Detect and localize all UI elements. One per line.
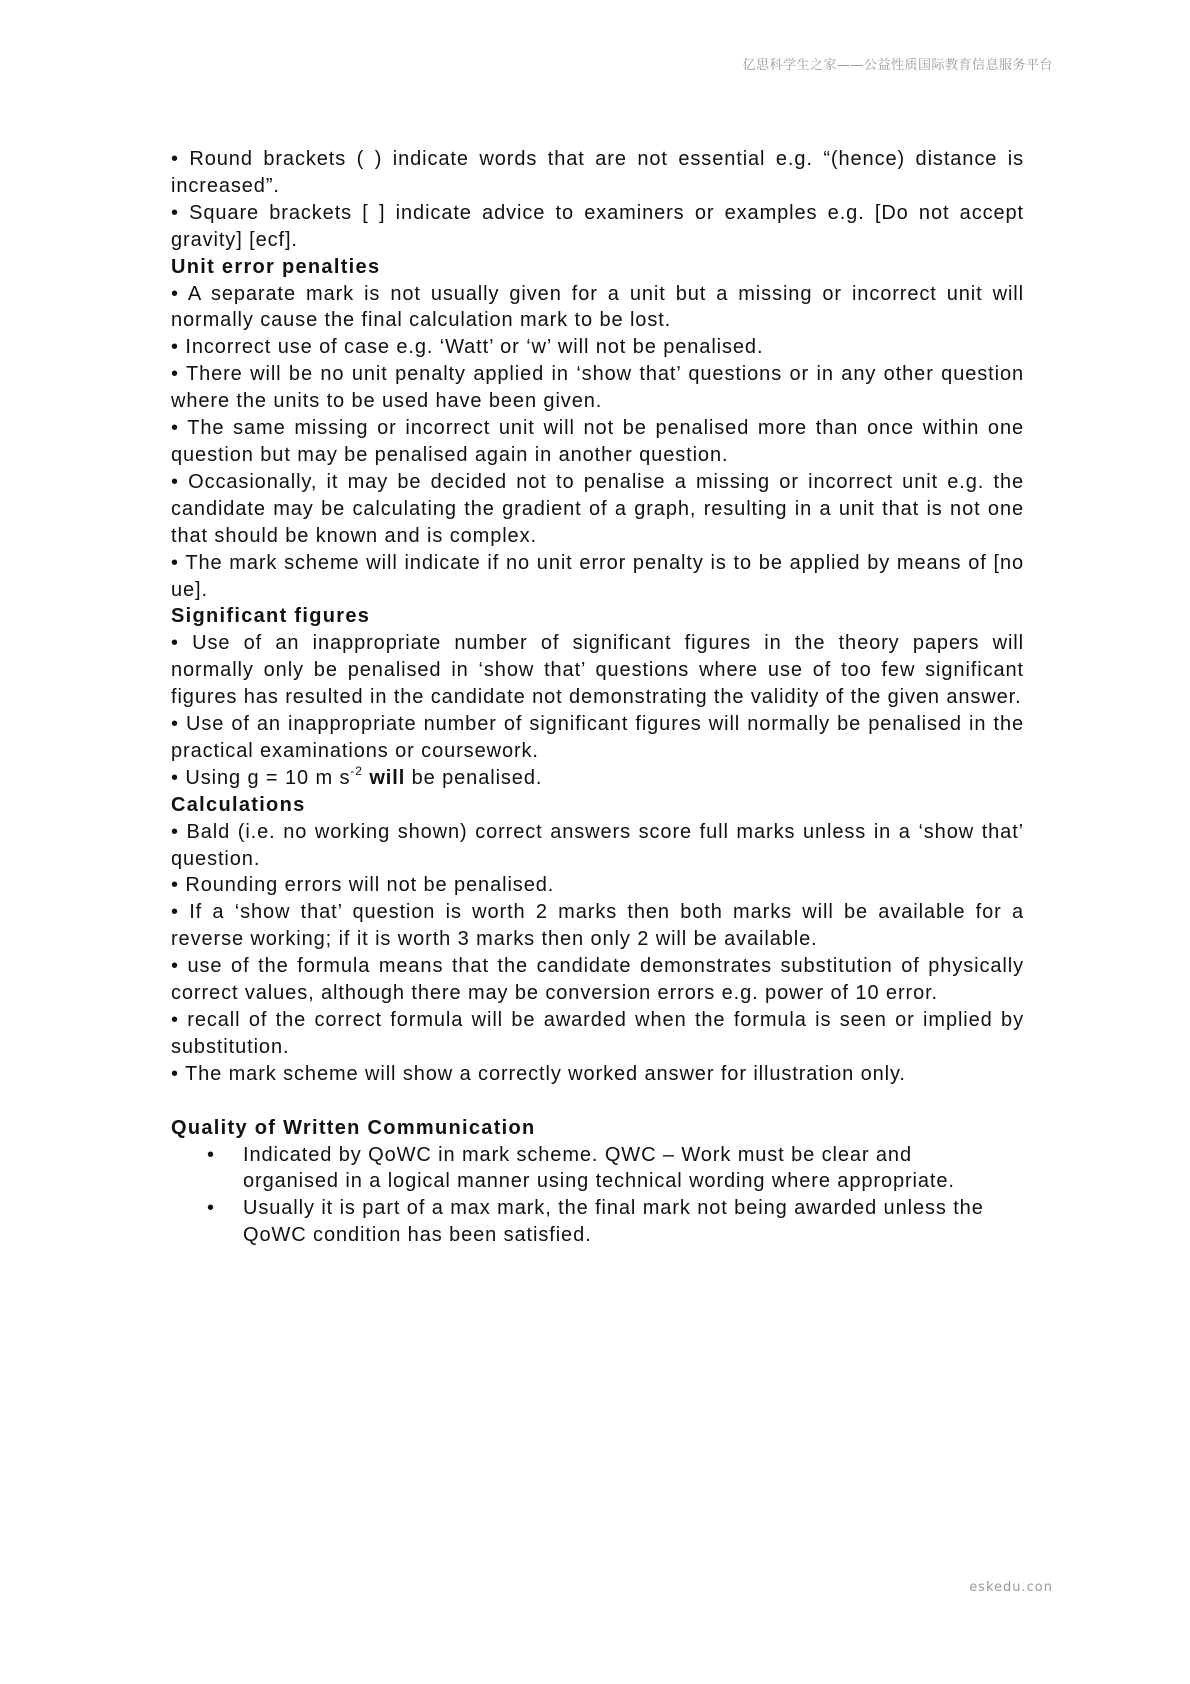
calculations-item: • recall of the correct formula will be awarded when the formula is seen or implied by substitution. [171, 1009, 1024, 1058]
g-value-suffix: be penalised. [405, 766, 543, 789]
calculations-item: • Rounding errors will not be penalised. [171, 874, 555, 897]
qowc-heading: Quality of Written Communication [171, 1116, 536, 1139]
qowc-item-text: Indicated by QoWC in mark scheme. QWC – Work must be clear and organised in a logical manner using technical wording where appropriate. [243, 1143, 955, 1193]
sig-figs-heading: Significant figures [171, 605, 371, 628]
unit-error-item: • A separate mark is not usually given for a unit but a missing or incorrect unit will normally cause the final calculation mark to be lost. [171, 282, 1024, 332]
g-value-note [171, 765, 1024, 792]
bullet-icon: • [207, 1143, 215, 1166]
calculations-item: • Bald (i.e. no working shown) correct answers score full marks unless in a ‘show that’ question. [171, 820, 1024, 870]
g-value-exponent: -2 [350, 763, 363, 778]
g-value-prefix: • Using g = 10 m s [171, 766, 351, 789]
bullet-icon: • [207, 1197, 215, 1220]
mark-scheme-guidance [171, 146, 1024, 1249]
sig-figs-item: • Use of an inappropriate number of significant figures in the theory papers will normally only be penalised in ‘show that’ questions where use of too few significant figures has resulted in the candidate not demonstrating the validity of the given answer. [171, 632, 1024, 709]
round-brackets-note: • Round brackets ( ) indicate words that are not essential e.g. “(hence) distance is increased”. [171, 148, 1024, 197]
calculations-heading: Calculations [171, 793, 306, 816]
unit-error-item: • Incorrect use of case e.g. ‘Watt’ or ‘w’ will not be penalised. [171, 336, 764, 359]
unit-error-item: • Occasionally, it may be decided not to penalise a missing or incorrect unit e.g. the candidate may be calculating the gradient of a graph, resulting in a unit that is not one that should be known and is complex. [171, 470, 1024, 547]
unit-error-item: • The mark scheme will indicate if no unit error penalty is to be applied by means of [no ue]. [171, 551, 1024, 601]
square-brackets-note: • Square brackets [ ] indicate advice to examiners or examples e.g. [Do not accept gravity] [ecf]. [171, 201, 1024, 251]
unit-error-item: • The same missing or incorrect unit will not be penalised more than once within one question but may be penalised again in another question. [171, 417, 1024, 466]
unit-error-item: • There will be no unit penalty applied in ‘show that’ questions or in any other question where the units to be used have been given. [171, 363, 1024, 413]
site-footer: eskedu.con [969, 1580, 1053, 1595]
qowc-list [171, 1142, 1024, 1250]
site-header: 亿思科学生之家——公益性质国际教育信息服务平台 [742, 58, 1053, 73]
calculations-item: • The mark scheme will show a correctly worked answer for illustration only. [171, 1062, 906, 1085]
unit-error-heading: Unit error penalties [171, 255, 381, 278]
section-spacer [171, 1088, 1024, 1115]
qowc-item-text: Usually it is part of a max mark, the final mark not being awarded unless the QoWC condition has been satisfied. [243, 1197, 984, 1247]
sig-figs-item: • Use of an inappropriate number of significant figures will normally be penalised in the practical examinations or coursework. [171, 713, 1024, 762]
calculations-item: • use of the formula means that the candidate demonstrates substitution of physically correct values, although there may be conversion errors e.g. power of 10 error. [171, 955, 1024, 1005]
g-value-emphasis: will [362, 766, 406, 789]
calculations-item: • If a ‘show that’ question is worth 2 marks then both marks will be available for a reverse working; if it is worth 3 marks then only 2 will be available. [171, 901, 1024, 951]
qowc-item [171, 1142, 1024, 1196]
qowc-item [171, 1195, 1024, 1249]
